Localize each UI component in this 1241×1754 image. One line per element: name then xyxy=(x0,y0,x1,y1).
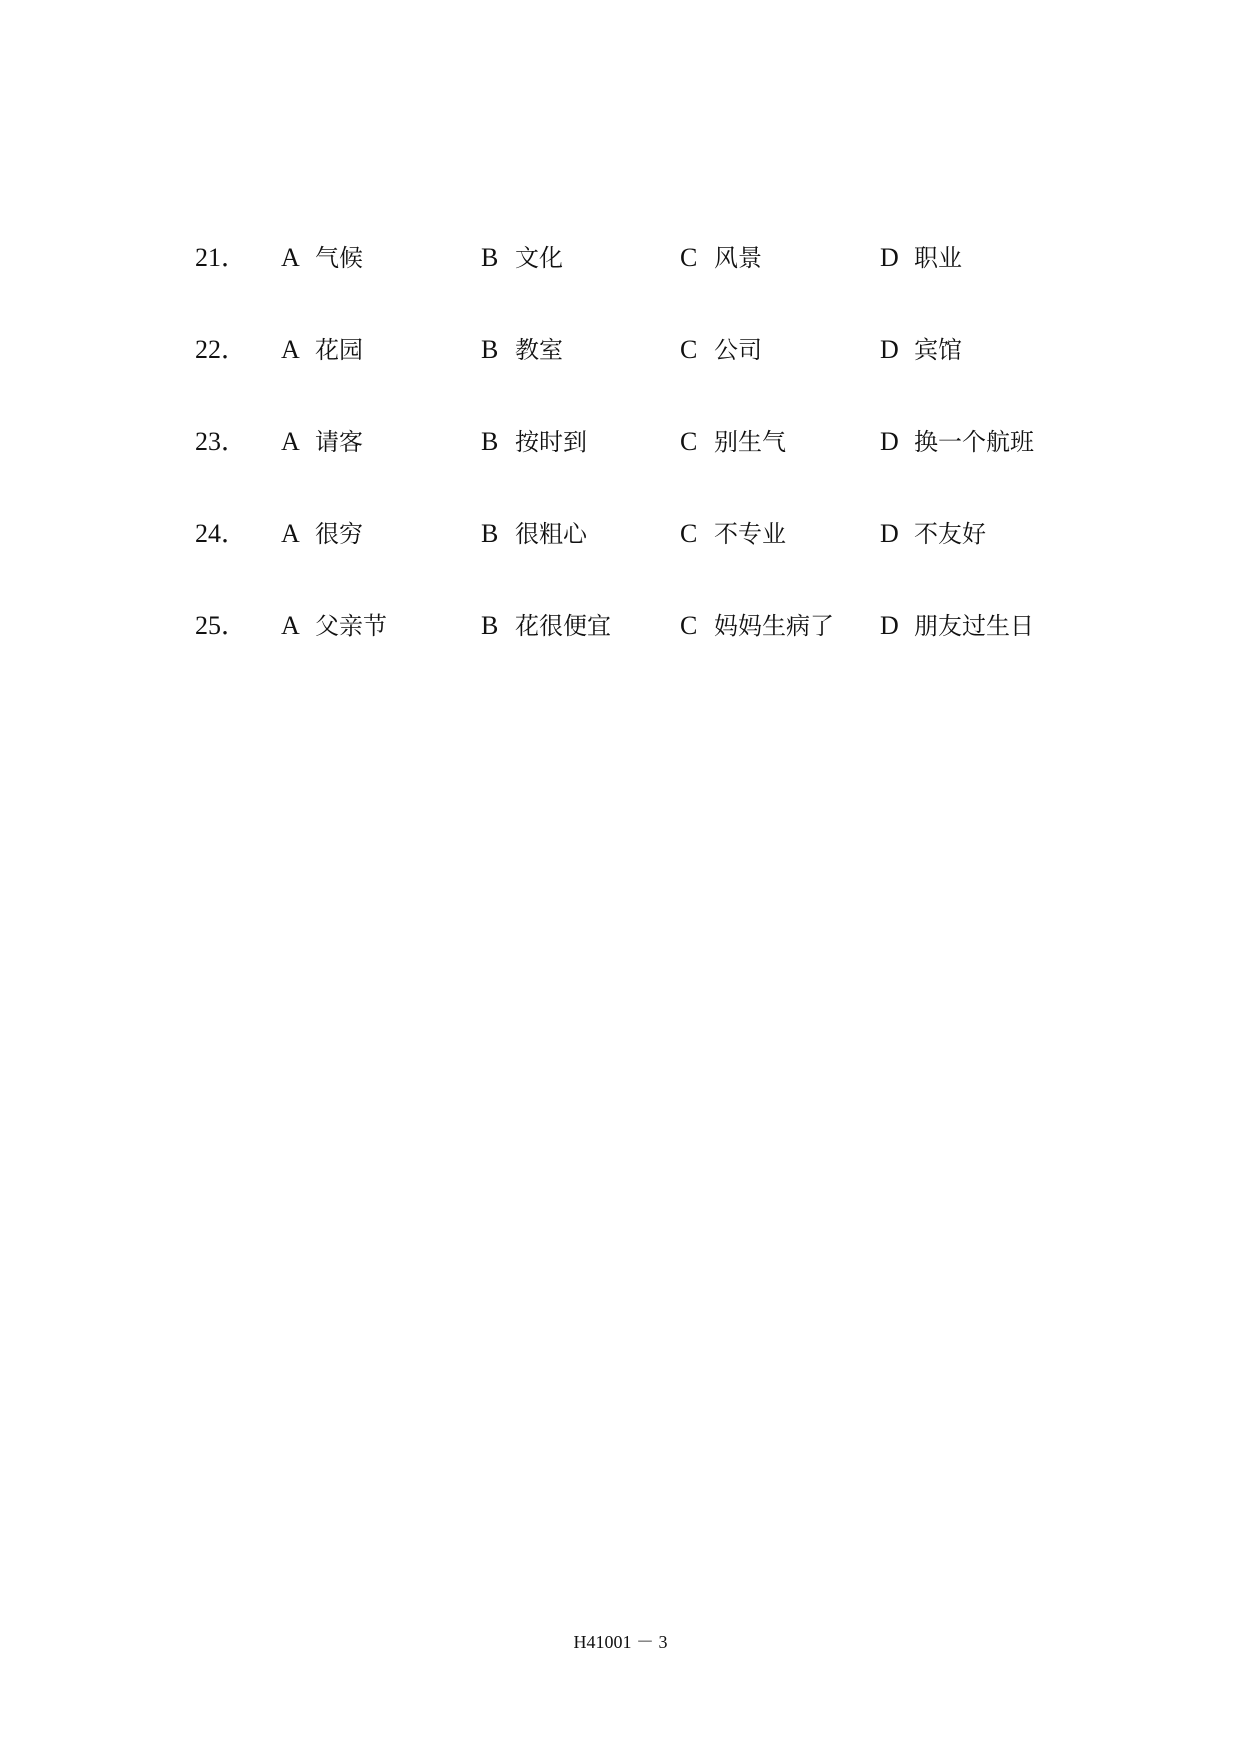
option-text: 父亲节 xyxy=(315,612,387,640)
option-c xyxy=(680,238,762,278)
option-letter: A xyxy=(281,335,300,364)
option-letter: C xyxy=(680,611,698,640)
option-a xyxy=(281,606,387,646)
page-footer xyxy=(0,1630,1241,1654)
option-b xyxy=(481,422,587,462)
question-21 xyxy=(195,238,1095,330)
question-23 xyxy=(195,422,1095,514)
option-text: 别生气 xyxy=(714,428,786,456)
option-text: 按时到 xyxy=(515,428,587,456)
question-number: 22． xyxy=(195,335,248,364)
option-text: 气候 xyxy=(315,244,363,272)
question-number: 21． xyxy=(195,243,248,272)
option-letter: C xyxy=(680,427,698,456)
option-text: 花很便宜 xyxy=(515,612,611,640)
option-letter: B xyxy=(481,611,499,640)
option-text: 很粗心 xyxy=(515,520,587,548)
option-letter: B xyxy=(481,335,499,364)
option-b xyxy=(481,514,587,554)
option-d xyxy=(880,606,1034,646)
option-b xyxy=(481,238,563,278)
option-a xyxy=(281,238,363,278)
option-c xyxy=(680,330,762,370)
option-letter: C xyxy=(680,243,698,272)
option-letter: A xyxy=(281,427,300,456)
option-text: 不专业 xyxy=(714,520,786,548)
option-letter: D xyxy=(880,335,899,364)
option-text: 不友好 xyxy=(914,520,986,548)
question-list xyxy=(195,238,1095,698)
option-a xyxy=(281,514,363,554)
question-number: 24． xyxy=(195,519,248,548)
option-text: 请客 xyxy=(315,428,363,456)
option-letter: B xyxy=(481,519,499,548)
option-d xyxy=(880,514,986,554)
option-letter: B xyxy=(481,243,499,272)
option-b xyxy=(481,330,563,370)
option-text: 朋友过生日 xyxy=(914,612,1034,640)
question-25 xyxy=(195,606,1095,698)
option-c xyxy=(680,606,834,646)
option-text: 妈妈生病了 xyxy=(714,612,834,640)
option-d xyxy=(880,330,962,370)
option-text: 职业 xyxy=(914,244,962,272)
option-b xyxy=(481,606,611,646)
option-letter: D xyxy=(880,243,899,272)
option-a xyxy=(281,422,363,462)
option-text: 很穷 xyxy=(315,520,363,548)
option-text: 文化 xyxy=(515,244,563,272)
option-text: 花园 xyxy=(315,336,363,364)
option-letter: D xyxy=(880,611,899,640)
question-22 xyxy=(195,330,1095,422)
page-number: H41001 － 3 xyxy=(573,1632,668,1652)
option-text: 宾馆 xyxy=(914,336,962,364)
option-letter: B xyxy=(481,427,499,456)
option-text: 换一个航班 xyxy=(914,428,1034,456)
option-d xyxy=(880,238,962,278)
option-c xyxy=(680,514,786,554)
option-a xyxy=(281,330,363,370)
option-d xyxy=(880,422,1034,462)
option-letter: D xyxy=(880,519,899,548)
option-letter: A xyxy=(281,519,300,548)
option-letter: C xyxy=(680,519,698,548)
option-text: 教室 xyxy=(515,336,563,364)
option-text: 风景 xyxy=(714,244,762,272)
option-c xyxy=(680,422,786,462)
question-number: 25． xyxy=(195,611,248,640)
question-24 xyxy=(195,514,1095,606)
option-letter: C xyxy=(680,335,698,364)
option-text: 公司 xyxy=(714,336,762,364)
option-letter: A xyxy=(281,611,300,640)
option-letter: A xyxy=(281,243,300,272)
question-number: 23． xyxy=(195,427,248,456)
option-letter: D xyxy=(880,427,899,456)
